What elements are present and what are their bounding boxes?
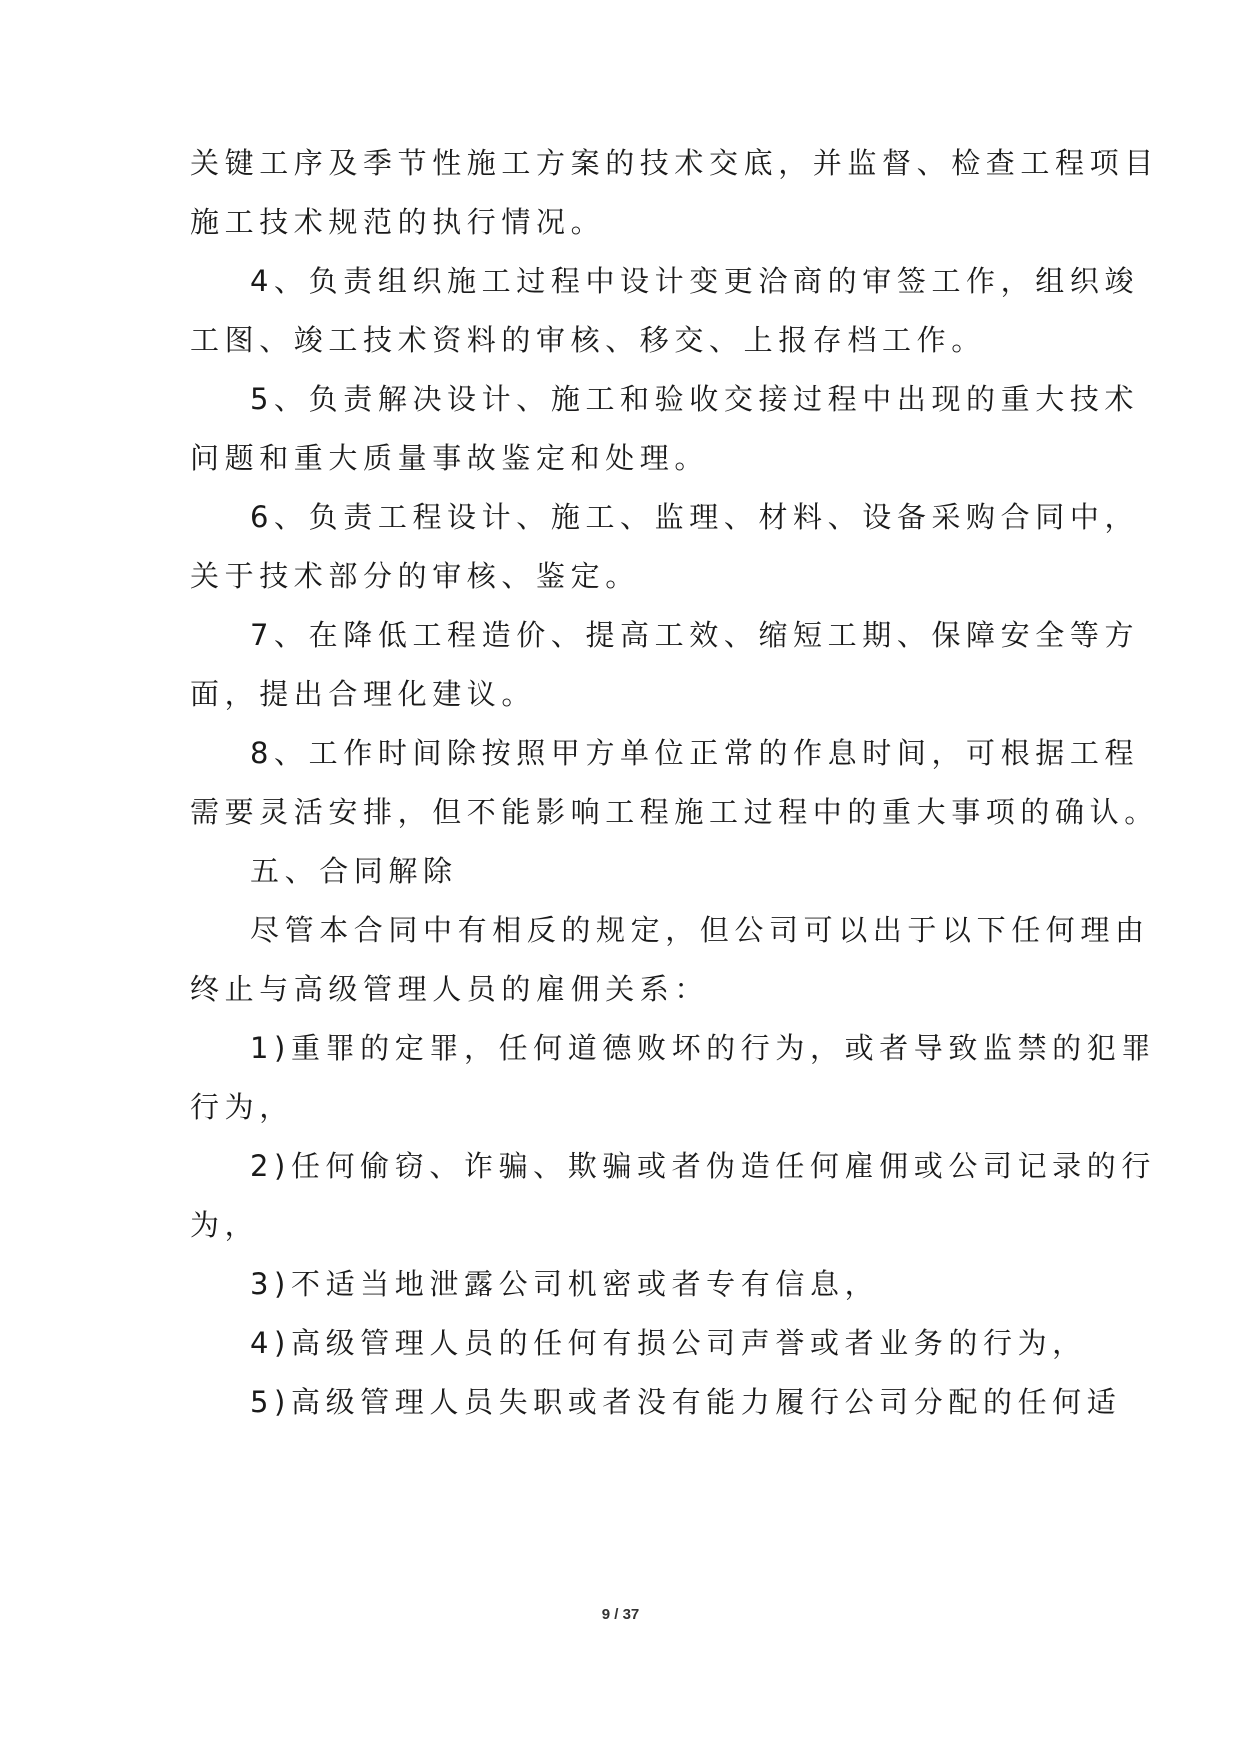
text-line: 1)重罪的定罪，任何道德败坏的行为，或者导致监禁的犯罪 xyxy=(250,1031,1156,1065)
text-line: 4)高级管理人员的任何有损公司声誉或者业务的行为， xyxy=(250,1326,1087,1360)
text-line: 尽管本合同中有相反的规定，但公司可以出于以下任何理由 xyxy=(250,913,1150,947)
text-line: 5)高级管理人员失职或者没有能力履行公司分配的任何适 xyxy=(250,1385,1122,1419)
text-line: 工图、竣工技术资料的审核、移交、上报存档工作。 xyxy=(190,323,986,357)
text-line: 4、负责组织施工过程中设计变更洽商的审签工作，组织竣 xyxy=(250,264,1140,298)
text-line: 关键工序及季节性施工方案的技术交底，并监督、检查工程项目 xyxy=(190,146,1159,180)
text-line: 2)任何偷窃、诈骗、欺骗或者伪造任何雇佣或公司记录的行 xyxy=(250,1149,1156,1183)
text-line: 问题和重大质量事故鉴定和处理。 xyxy=(190,441,710,475)
text-line: 8、工作时间除按照甲方单位正常的作息时间，可根据工程 xyxy=(250,736,1140,770)
text-line: 行为， xyxy=(190,1090,294,1124)
text-line: 为， xyxy=(190,1208,260,1242)
page-number: 9 / 37 xyxy=(601,1606,640,1623)
section-heading: 五、合同解除 xyxy=(250,854,458,888)
text-line: 关于技术部分的审核、鉴定。 xyxy=(190,559,640,593)
text-line: 终止与高级管理人员的雇佣关系： xyxy=(190,972,710,1006)
text-line: 7、在降低工程造价、提高工效、缩短工期、保障安全等方 xyxy=(250,618,1140,652)
text-line: 6、负责工程设计、施工、监理、材料、设备采购合同中， xyxy=(250,500,1140,534)
text-line: 面，提出合理化建议。 xyxy=(190,677,537,711)
text-line: 需要灵活安排，但不能影响工程施工过程中的重大事项的确认。 xyxy=(190,795,1159,829)
text-line: 5、负责解决设计、施工和验收交接过程中出现的重大技术 xyxy=(250,382,1140,416)
text-line: 3)不适当地泄露公司机密或者专有信息， xyxy=(250,1267,880,1301)
text-line: 施工技术规范的执行情况。 xyxy=(190,205,606,239)
